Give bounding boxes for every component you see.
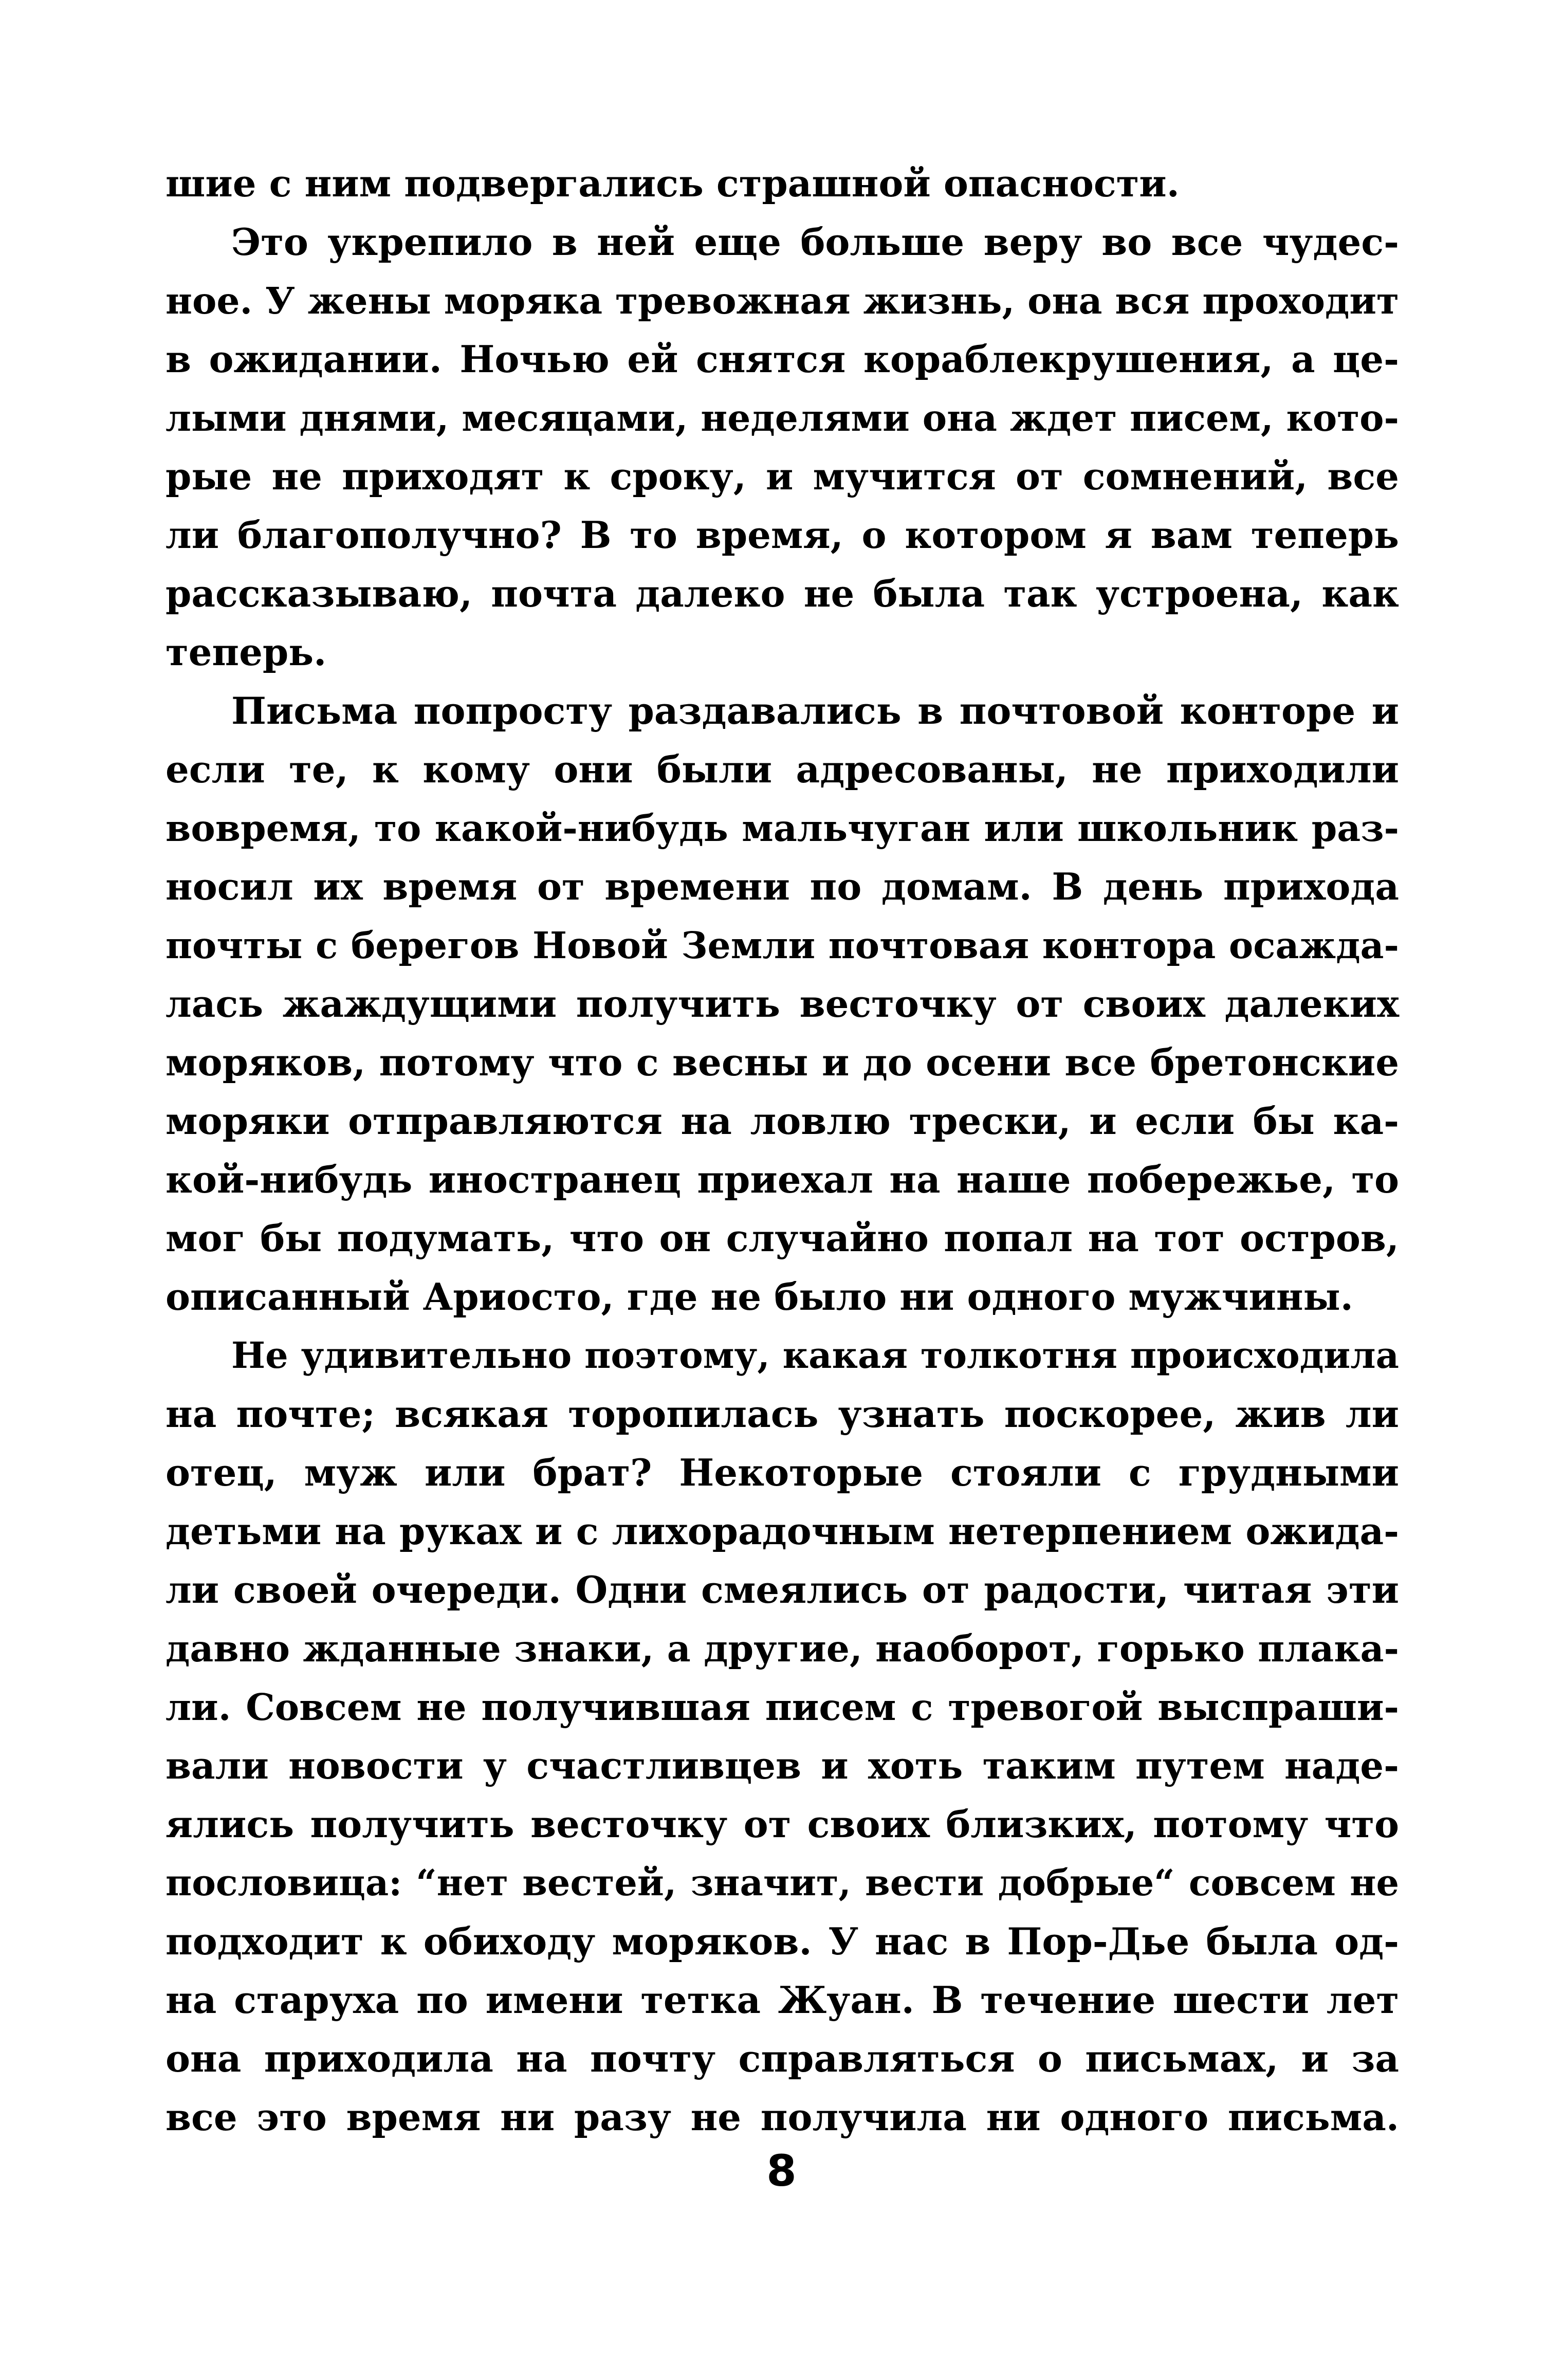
text-line: рые не приходят к сроку, и мучится от сомнений, все (166, 454, 1399, 498)
text-line: ли. Совсем не получившая писем с тревогой выспраши- (166, 1686, 1399, 1729)
text-line: лыми днями, месяцами, неделями она ждет писем, кото- (166, 396, 1399, 440)
text-line: ное. У жены моряка тревожная жизнь, она вся проходит (166, 279, 1399, 322)
text-line: если те, к кому они были адресованы, не приходили (166, 747, 1399, 791)
text-line: ли своей очереди. Одни смеялись от радости, читая эти (166, 1568, 1399, 1612)
paragraph-start-line: Письма попросту раздавались в почтовой конторе и (231, 689, 1399, 733)
text-line: отец, муж или брат? Некоторые стояли с грудными (166, 1451, 1399, 1494)
paragraph-start-line: Это укрепило в ней еще больше веру во все чудес- (231, 220, 1399, 264)
text-line: в ожидании. Ночью ей снятся кораблекрушения, а це- (166, 337, 1399, 381)
text-line: вали новости у счастливцев и хоть таким путем наде- (166, 1744, 1399, 1787)
text-line: она приходила на почту справляться о письмах, и за (166, 2037, 1399, 2080)
text-line: мог бы подумать, что он случайно попал на тот остров, (166, 1216, 1399, 1260)
text-line: шие с ним подвергались страшной опасности. (166, 161, 1180, 205)
text-line: на старуха по имени тетка Жуан. В течение шести лет (166, 1978, 1399, 2022)
text-line: давно жданные знаки, а другие, наоборот, горько плака- (166, 1627, 1399, 1670)
paragraph-end-line: описанный Ариосто, где не было ни одного мужчины. (166, 1275, 1353, 1319)
text-line: лась жаждущими получить весточку от своих далеких (166, 982, 1399, 1026)
text-line: все это время ни разу не получила ни одного письма. (166, 2095, 1399, 2139)
page-number: 8 (766, 2146, 797, 2196)
text-line: на почте; всякая торопилась узнать поскорее, жив ли (166, 1392, 1399, 1436)
text-line: ли благополучно? В то время, о котором я вам теперь (166, 513, 1399, 557)
text-line: носил их время от времени по домам. В день прихода (166, 865, 1399, 908)
text-line: ялись получить весточку от своих близких, потому что (166, 1802, 1399, 1846)
text-line: кой-нибудь иностранец приехал на наше побережье, то (166, 1158, 1399, 1201)
paragraph-end-line: теперь. (166, 630, 327, 674)
body-text (166, 154, 1399, 2147)
text-line: вовремя, то какой-нибудь мальчуган или школьник раз- (166, 807, 1399, 850)
paragraph-start-line: Не удивительно поэтому, какая толкотня происходила (231, 1334, 1399, 1377)
text-line: детьми на руках и с лихорадочным нетерпением ожида- (166, 1509, 1399, 1553)
text-line: почты с берегов Новой Земли почтовая контора осажда- (166, 924, 1399, 967)
text-line: рассказываю, почта далеко не была так устроена, как (166, 572, 1399, 615)
text-line: подходит к обиходу моряков. У нас в Пор-Дье была од- (166, 1919, 1399, 1963)
text-line: моряки отправляются на ловлю трески, и если бы ка- (166, 1099, 1399, 1143)
text-line: пословица: “нет вестей, значит, вести добрые“ совсем не (166, 1861, 1399, 1904)
text-line: моряков, потому что с весны и до осени все бретонские (166, 1040, 1399, 1084)
